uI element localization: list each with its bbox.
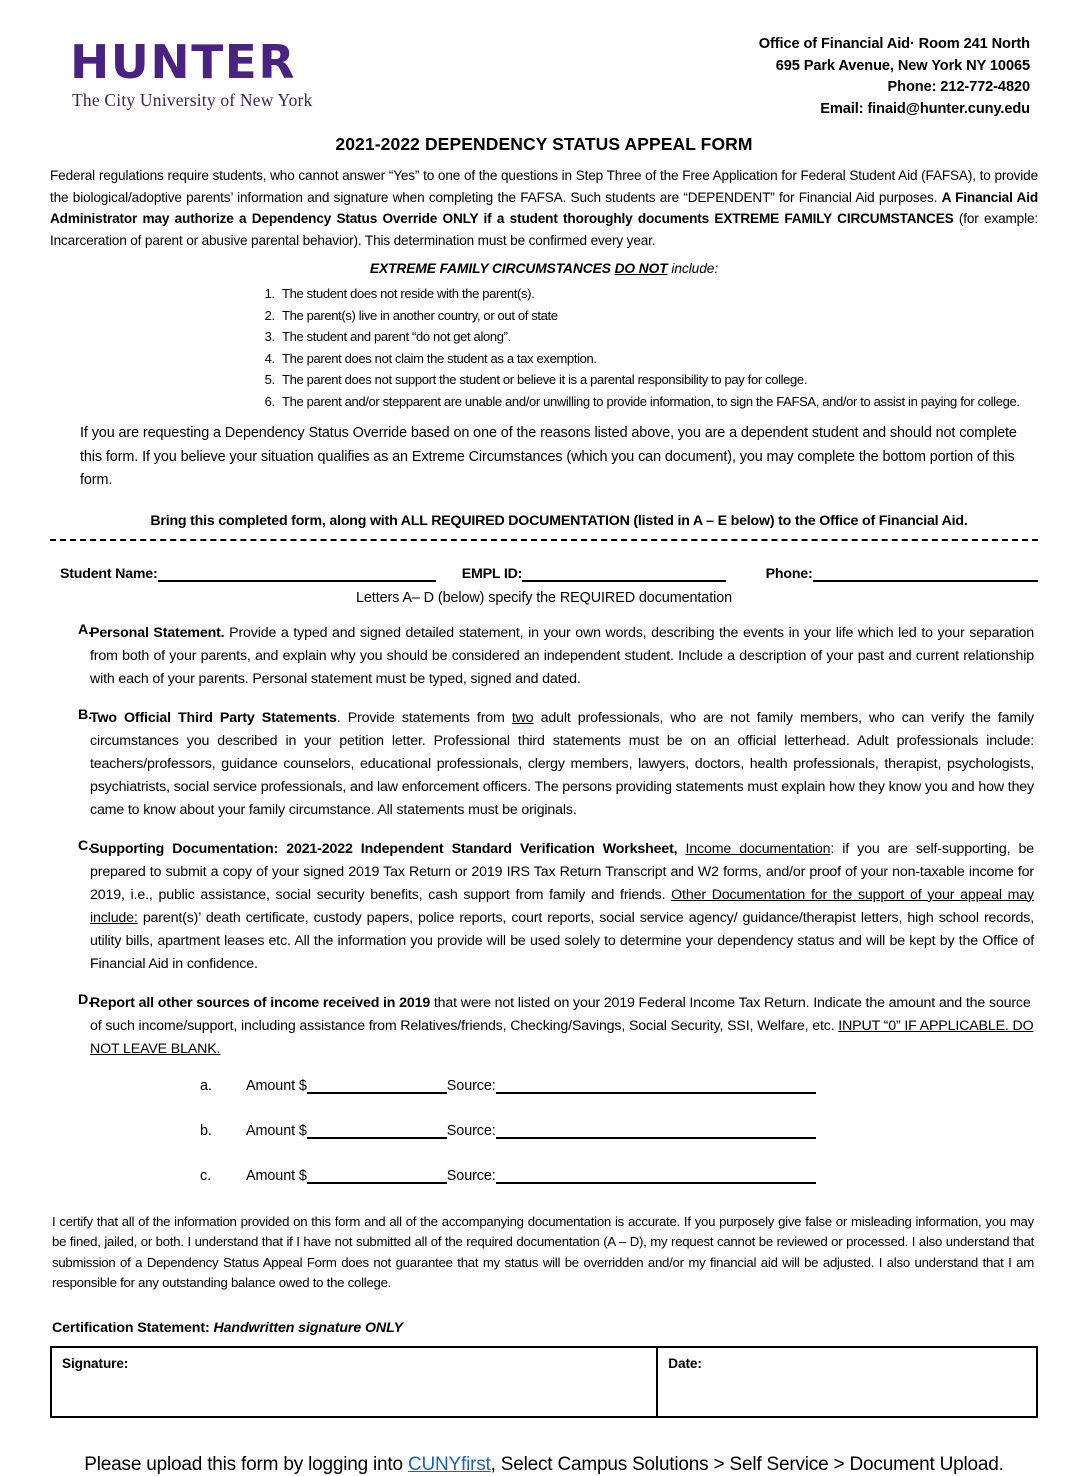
section-a-body	[90, 622, 1038, 691]
student-name-input[interactable]	[158, 565, 436, 582]
list-item: 5. The parent does not support the student or believe it is a parental responsibility to pay for college.	[278, 370, 1038, 391]
intro-text-b: A Financial Aid Administrator may authorize a Dependency Status Override ONLY if a student thoroughly documents EXTREME FAMILY CIRCUMSTANCES	[50, 189, 1039, 226]
office-contact-block	[759, 26, 1038, 120]
certification-paragraph: I certify that all of the information provided on this form and all of the accompanying documentation is accurate. If you purposely give false or misleading information, you may be fined, jailed, or both. I understand that if I have not submitted all of the required documentation (A – D), my request cannot be reviewed or processed. I also understand that submission of a Dependency Status Appeal Form does not guarantee that my status will be overridden and/or my financial aid will be adjusted. I also understand that I am responsible for any outstanding balance owed to the college.	[52, 1213, 1034, 1290]
required-documentation-sections	[50, 622, 1038, 1061]
circ-heading-part-a: EXTREME FAMILY CIRCUMSTANCES	[369, 261, 615, 276]
cert-stmt-emphasis: Handwritten signature ONLY	[213, 1319, 403, 1336]
extreme-circumstances-list	[50, 284, 1038, 412]
section-b-lead: Two Official Third Party Statements	[90, 709, 337, 726]
empl-id-input[interactable]	[522, 565, 725, 582]
list-item: 1. The student does not reside with the parent(s).	[278, 284, 1038, 305]
signature-date-table	[50, 1346, 1038, 1418]
income-row-c-letter: c.	[200, 1167, 211, 1184]
list-item: 6. The parent and/or stepparent are unable and/or unwilling to provide information, to sign the FAFSA, and/or to assist in paying for college.	[278, 392, 1038, 413]
source-label-b: Source:	[446, 1122, 496, 1139]
intro-text-a: Federal regulations require students, who cannot answer “Yes” to one of the questions in Step Three of the Free Application for Federal Student Aid (FAFSA), to provide the biological/adoptive parents’ information and signature when completing the FAFSA. Such students are “DEPENDENT” for Financial Aid purposes.	[50, 168, 1038, 205]
section-b-body	[90, 707, 1038, 822]
hunter-logo-subtitle: The City University of New York	[72, 90, 313, 110]
income-row-b	[200, 1122, 1038, 1139]
section-c-text-3: parent(s)’ death certificate, custody papers, police reports, court reports, social service agency/ guidance/therapist letters, high school records, utility bills, apartment leases etc. All the information you provide will be used solely to determine your dependency status and will be kept by the Office of Financial Aid in confidence.	[90, 909, 1034, 972]
letters-required-line: Letters A– D (below) specify the REQUIRED documentation	[355, 589, 733, 606]
cert-stmt-label: Certification Statement:	[52, 1319, 214, 1336]
income-row-a-letter: a.	[200, 1077, 212, 1094]
list-item: 2. The parent(s) live in another country, or out of state	[278, 306, 1038, 327]
certification-statement-label	[50, 1320, 1038, 1336]
section-c-lead: Supporting Documentation: 2021-2022 Independent Standard Verification Worksheet,	[90, 840, 678, 857]
income-amount-source-rows	[50, 1077, 1038, 1184]
section-c-space	[677, 841, 685, 857]
section-b-text-1: . Provide statements from	[336, 709, 512, 726]
amount-input-c[interactable]	[307, 1167, 447, 1184]
date-label: Date:	[668, 1355, 702, 1371]
override-note-paragraph: If you are requesting a Dependency Status Override based on one of the reasons listed above, you are a dependent student and should not complete this form. If you believe your situation qualifies as an Extreme Circumstances (which you can document), you may complete the bottom portion of this form.	[80, 425, 1017, 488]
upload-instruction-footer	[50, 1454, 1038, 1476]
section-d-lead: Report all other sources of income received in 2019	[90, 994, 431, 1011]
phone-input[interactable]	[813, 565, 1038, 582]
section-d-letter: D.	[78, 991, 93, 1008]
empl-id-label: EMPL ID:	[461, 565, 523, 582]
section-d-underline-input-zero: INPUT “0” IF APPLICABLE. DO NOT LEAVE BLANK.	[90, 1017, 1034, 1057]
section-d	[50, 992, 1038, 1061]
amount-label-b: Amount $	[246, 1122, 307, 1139]
section-a-letter: A.	[78, 621, 93, 638]
contact-line-phone: Phone: 212-772-4820	[887, 79, 1030, 95]
source-input-a[interactable]	[496, 1077, 816, 1094]
section-b-letter: B.	[78, 706, 93, 723]
section-d-text-1: that were not listed on your 2019 Federal Income Tax Return. Indicate the amount and the source of such income/support, including assistance from Relatives/friends, Checking/Savings, Social Security, SSI, Welfare, etc.	[90, 994, 1031, 1034]
section-b-underline-two: two	[511, 709, 534, 726]
intro-paragraph	[50, 165, 1038, 251]
section-a-lead: Personal Statement.	[90, 624, 225, 641]
list-item: 3. The student and parent “do not get along”.	[278, 327, 1038, 348]
dashed-separator	[50, 539, 1038, 541]
document-header	[50, 26, 1038, 122]
source-input-c[interactable]	[496, 1167, 816, 1184]
footer-text-post: , Select Campus Solutions > Self Service > Document Upload.	[490, 1453, 1004, 1475]
hunter-logo-wordmark: HUNTER	[70, 35, 297, 89]
source-label-c: Source:	[446, 1167, 496, 1184]
amount-input-a[interactable]	[307, 1077, 447, 1094]
source-label-a: Source:	[446, 1077, 496, 1094]
contact-line-email: Email: finaid@hunter.cuny.edu	[820, 100, 1030, 117]
income-row-a	[200, 1077, 1038, 1094]
table-row	[51, 1347, 1037, 1417]
extreme-circumstances-heading	[50, 261, 1038, 276]
circ-heading-include: include:	[667, 261, 719, 276]
list-item: 4. The parent does not claim the student as a tax exemption.	[278, 349, 1038, 370]
income-row-b-letter: b.	[200, 1122, 212, 1139]
amount-label-a: Amount $	[246, 1077, 307, 1094]
intro-text-c: (for example: Incarceration of parent or abusive parental behavior). This determination must be confirmed every year.	[50, 211, 1038, 248]
signature-cell[interactable]	[51, 1347, 657, 1417]
bring-form-instruction: Bring this completed form, along with ALL REQUIRED DOCUMENTATION (listed in A – E below) to the Office of Financial Aid.	[150, 512, 968, 529]
date-cell[interactable]	[657, 1347, 1037, 1417]
footer-text-pre: Please upload this form by logging into	[84, 1453, 408, 1475]
signature-label: Signature:	[62, 1355, 129, 1371]
page-title: 2021-2022 DEPENDENCY STATUS APPEAL FORM	[335, 134, 753, 154]
contact-line-office: Office of Financial Aid· Room 241 North	[758, 36, 1030, 52]
section-b-text-2: adult professionals, who are not family members, who can verify the family circumstances you described in your petition letter. Professional third statements must be on an official letterhead. Adult professionals include: teachers/professors, guidance counselors, educational professionals, clergy members, lawyers, doctors, health professionals, therapist, psychologists, psychiatrists, social service professionals, and law enforcement officers. The persons providing statements must explain how they know you and how they came to know about your family circumstance. All statements must be originals.	[90, 709, 1035, 818]
section-c-letter: C.	[78, 837, 93, 854]
amount-input-b[interactable]	[307, 1122, 447, 1139]
contact-line-address: 695 Park Avenue, New York NY 10065	[775, 57, 1030, 74]
section-a-text: Provide a typed and signed detailed statement, in your own words, describing the events in your life which led to your separation from both of your parents, and explain why you should be considered an independent student. Include a description of your past and current relationship with each of your parents. Personal statement must be typed, signed and dated.	[90, 624, 1034, 687]
student-info-fields	[50, 557, 1038, 582]
income-row-c	[200, 1167, 1038, 1184]
section-c-underline-income: Income documentation	[685, 840, 831, 857]
section-c-text-2: : if you are self-supporting, be prepared to submit a copy of your signed 2019 Tax Return or 2019 IRS Tax Return Transcript and W2 forms, and/or proof of your non-taxable income for 2019, i.e., public assistance, social security benefits, cash support from family and friends.	[90, 840, 1034, 903]
section-c-body	[90, 838, 1038, 976]
circ-heading-donot: DO NOT	[614, 261, 668, 276]
hunter-logo	[50, 26, 313, 111]
phone-label: Phone:	[765, 565, 813, 582]
section-c-underline-other-doc: Other Documentation for the support of your appeal may include:	[90, 886, 1034, 926]
source-input-b[interactable]	[496, 1122, 816, 1139]
section-b	[50, 707, 1038, 822]
section-a	[50, 622, 1038, 691]
amount-label-c: Amount $	[246, 1167, 307, 1184]
section-c	[50, 838, 1038, 976]
student-name-label: Student Name:	[60, 565, 158, 582]
section-d-body	[90, 992, 1038, 1061]
cunyfirst-link[interactable]: CUNYfirst	[407, 1453, 491, 1475]
